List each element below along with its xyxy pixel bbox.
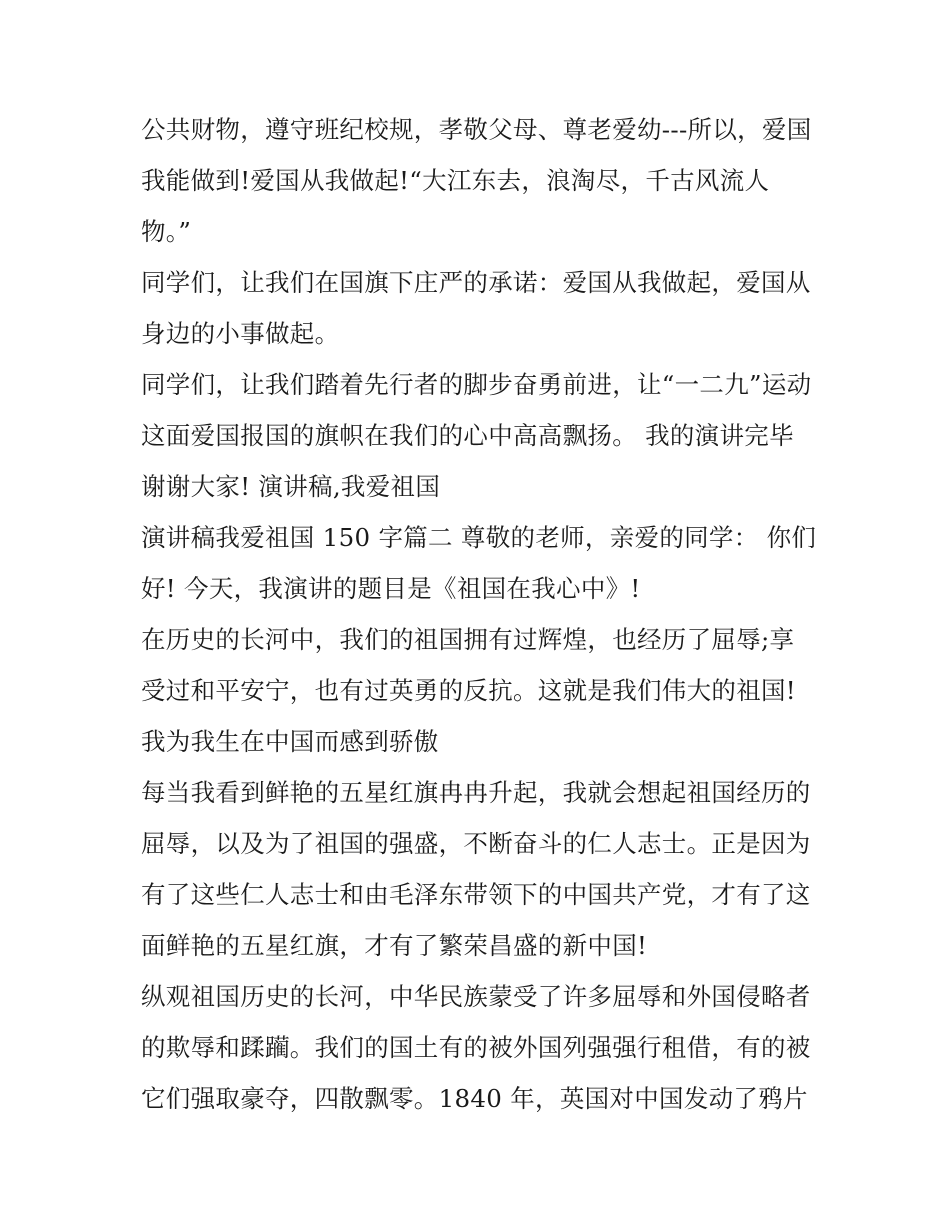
text-line: 同学们，让我们踏着先行者的脚步奋勇前进，让“一二九”运动	[141, 370, 812, 399]
text-line: 我能做到!爱国从我做起!“大江东去，浪淘尽，千古风流人	[141, 166, 770, 195]
text-line: 它们强取豪夺，四散飘零。1840 年，英国对中国发动了鸦片	[141, 1084, 808, 1113]
text-line: 面鲜艳的五星红旗，才有了繁荣昌盛的新中国!	[141, 931, 648, 960]
text-line: 受过和平安宁，也有过英勇的反抗。这就是我们伟大的祖国!	[141, 676, 796, 705]
text-line: 每当我看到鲜艳的五星红旗冉冉升起，我就会想起祖国经历的	[141, 778, 811, 807]
text-line: 这面爱国报国的旗帜在我们的心中高高飘扬。 我的演讲完毕	[141, 421, 794, 450]
text-line: 谢谢大家! 演讲稿,我爱祖国	[141, 472, 441, 501]
text-line: 身边的小事做起。	[141, 319, 340, 348]
text-line: 公共财物，遵守班纪校规，孝敬父母、尊老爱幼---所以，爱国	[141, 115, 812, 144]
text-line: 有了这些仁人志士和由毛泽东带领下的中国共产党，才有了这	[141, 880, 811, 909]
text-line: 的欺辱和蹂躏。我们的国土有的被外国列强强行租借，有的被	[141, 1033, 811, 1062]
text-line: 演讲稿我爱祖国 150 字篇二 尊敬的老师，亲爱的同学： 你们	[141, 523, 817, 552]
text-line: 同学们，让我们在国旗下庄严的承诺：爱国从我做起，爱国从	[141, 268, 811, 297]
text-line: 屈辱，以及为了祖国的强盛，不断奋斗的仁人志士。正是因为	[141, 829, 811, 858]
speech-text-body	[141, 104, 821, 1124]
text-line: 在历史的长河中，我们的祖国拥有过辉煌，也经历了屈辱;享	[141, 625, 795, 654]
text-line: 纵观祖国历史的长河，中华民族蒙受了许多屈辱和外国侵略者	[141, 982, 811, 1011]
text-line: 我为我生在中国而感到骄傲	[141, 727, 439, 756]
text-line: 好! 今天，我演讲的题目是《祖国在我心中》!	[141, 574, 641, 603]
text-line: 物。”	[141, 217, 192, 246]
